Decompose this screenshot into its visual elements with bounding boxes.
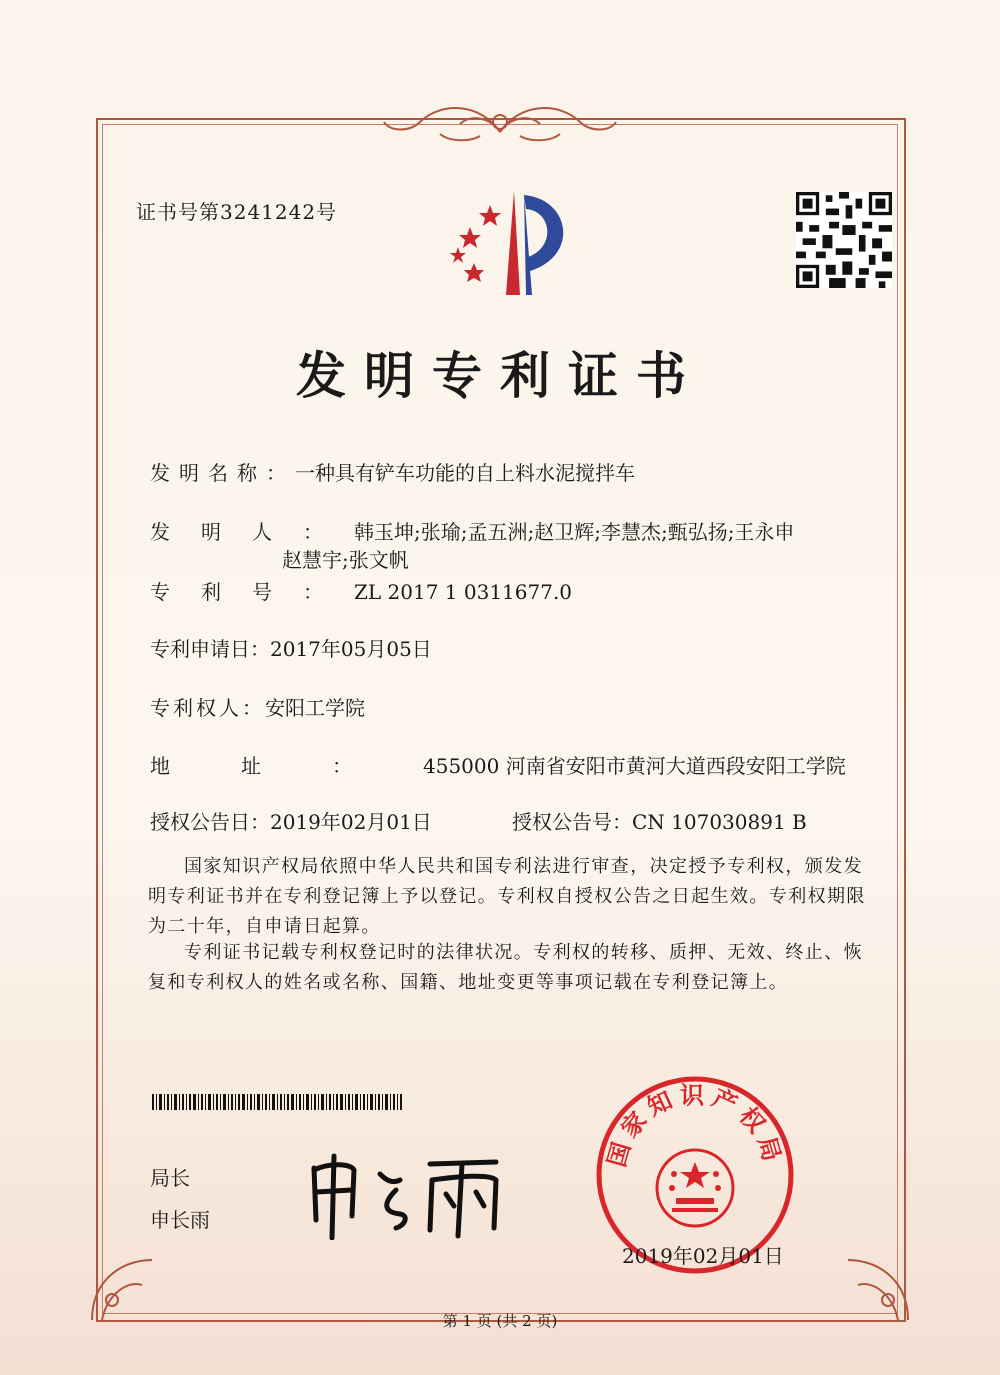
- qr-code-icon: [796, 192, 892, 288]
- application-date-label: 专利申请日：: [150, 637, 270, 661]
- grant-date-label: 授权公告日：: [150, 810, 270, 834]
- address-value: 455000 河南省安阳市黄河大道西段安阳工学院: [423, 754, 846, 778]
- grant-number-row: [512, 806, 807, 835]
- address-label: 地址：: [150, 754, 423, 778]
- grant-number-value: CN 107030891 B: [632, 810, 807, 834]
- patentee-row: [150, 692, 365, 721]
- patent-number-row: [150, 576, 572, 605]
- patent-number-label: 专利号：: [150, 580, 354, 604]
- statement-paragraph-2: 专利证书记载专利权登记时的法律状况。专利权的转移、质押、无效、终止、恢复和专利权人的姓名或名称、国籍、地址变更等事项记载在专利登记簿上。: [148, 942, 863, 993]
- application-date-row: [150, 633, 432, 662]
- invention-name-label: 发明名称：: [150, 461, 295, 485]
- barcode-icon: [152, 1094, 402, 1110]
- inventors-value-line2: 赵慧宇;张文帆: [282, 548, 409, 572]
- handwritten-signature: [300, 1150, 530, 1240]
- page-indicator: 第 1 页 (共 2 页): [442, 1312, 558, 1330]
- statement-paragraph-1: 国家知识产权局依照中华人民共和国专利法进行审查，决定授予专利权，颁发发明专利证书并在专利登记簿上予以登记。专利权自授权公告之日起生效。专利权期限为二十年，自申请日起算。: [148, 856, 866, 937]
- invention-name-value: 一种具有铲车功能的自上料水泥搅拌车: [295, 461, 635, 485]
- address-row: [150, 750, 846, 779]
- patentee-label: 专利权人：: [150, 696, 265, 720]
- patent-office-logo-icon: [440, 185, 580, 305]
- inventors-value-line1: 韩玉坤;张瑜;孟五洲;赵卫辉;李慧杰;甄弘扬;王永申: [354, 520, 795, 544]
- seal-date: 2019年02月01日: [622, 1244, 784, 1268]
- application-date-value: 2017年05月05日: [270, 637, 432, 661]
- inventors-label: 发明人：: [150, 520, 354, 544]
- grant-number-label: 授权公告号：: [512, 810, 632, 834]
- official-title: 局长: [150, 1166, 190, 1190]
- grant-date-value: 2019年02月01日: [270, 810, 432, 834]
- top-ornament-icon: [380, 92, 620, 152]
- certificate-number: 证书号第3241242号: [136, 200, 338, 224]
- patentee-value: 安阳工学院: [265, 696, 365, 720]
- official-name: 申长雨: [150, 1208, 210, 1232]
- grant-date-row: [150, 806, 432, 835]
- invention-name-row: [150, 457, 635, 486]
- inventors-row: [150, 516, 794, 545]
- patent-number-value: ZL 2017 1 0311677.0: [354, 580, 573, 604]
- svg-text:国家知识产权局: 国家知识产权局: [602, 1081, 788, 1171]
- certificate-title: 发明专利证书: [296, 347, 704, 405]
